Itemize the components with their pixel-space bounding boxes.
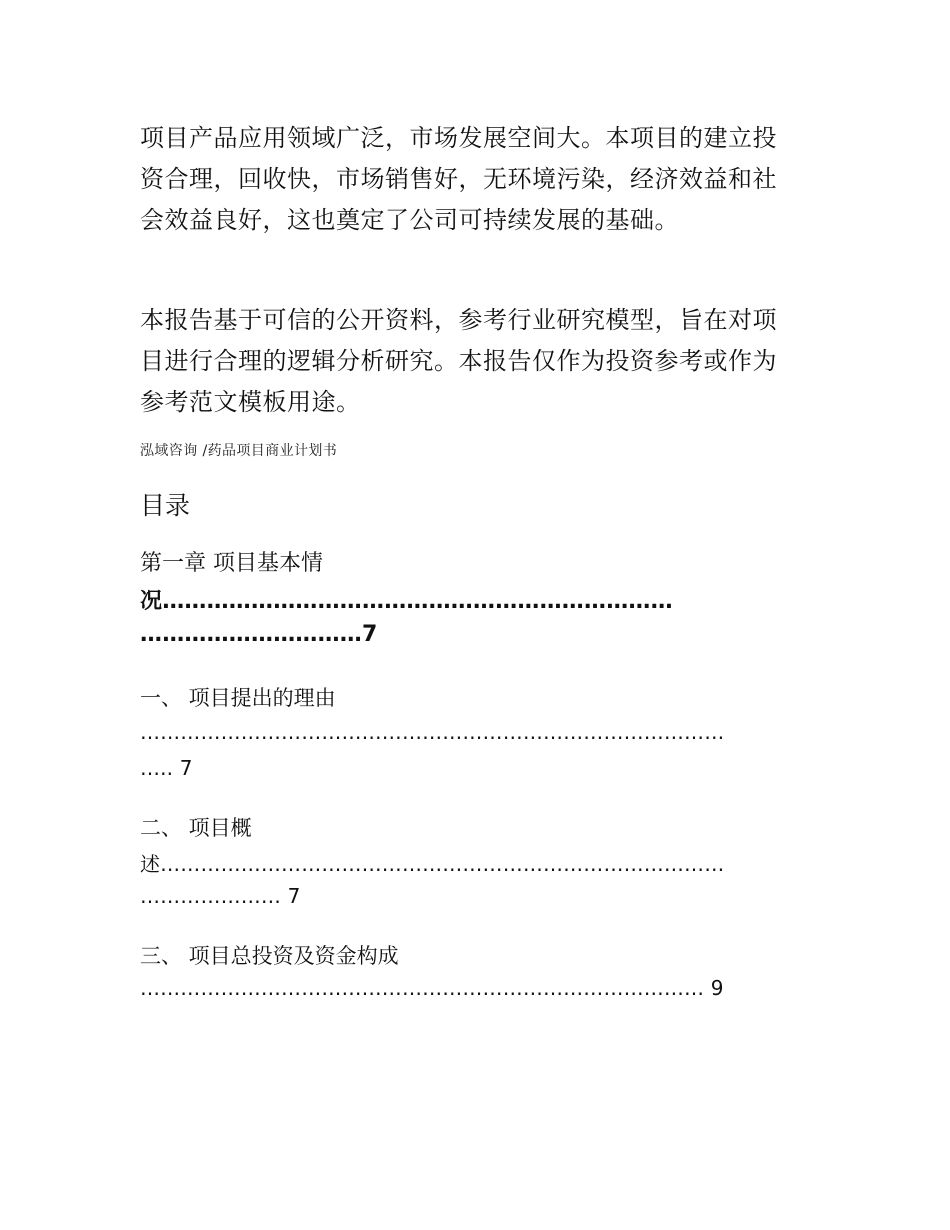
- intro-paragraph-1: 项目产品应用领域广泛，市场发展空间大。本项目的建立投资合理，回收快，市场销售好，无环境污染，经济效益和社会效益良好，这也奠定了公司可持续发展的基础。: [140, 124, 777, 234]
- toc-chapter-1-label[interactable]: 第一章 项目基本情: [140, 551, 323, 576]
- toc-leader-dots: …………………………………………………………………………: [160, 852, 725, 876]
- toc-chapter-1-leader-line-1: [140, 584, 673, 615]
- toc-item-1-leader-line-2: [140, 756, 193, 780]
- toc-chapter-1-page[interactable]: 7: [362, 622, 378, 647]
- source-header: 泓域咨询 /药品项目商业计划书: [140, 443, 338, 459]
- toc-item-2-label[interactable]: 二、 项目概: [140, 816, 252, 840]
- toc-chapter-1-leader-line-2: [140, 622, 378, 647]
- toc-title: 目录: [140, 491, 191, 520]
- toc-leader-dots: ……………………………………………………………: [162, 589, 673, 614]
- toc-leader-dots: ……………………………………………………………………………: [140, 720, 725, 744]
- toc-item-2-page[interactable]: 7: [287, 884, 301, 908]
- toc-item-1-label[interactable]: 一、 项目提出的理由: [140, 686, 336, 710]
- toc-item-2-label-cont[interactable]: 述: [140, 852, 161, 876]
- toc-leader-dots: …………………………: [140, 622, 362, 647]
- toc-item-2-leader-line-1: [140, 848, 724, 877]
- toc-item-3-label[interactable]: 三、 项目总投资及资金构成: [140, 944, 399, 968]
- toc-item-1-page[interactable]: 7: [179, 756, 193, 780]
- toc-leader-dots: …………………: [140, 884, 288, 908]
- toc-leader-dots: …..: [140, 756, 180, 780]
- toc-item-1-leader-line-1: [140, 720, 724, 744]
- toc-item-2-leader-line-2: [140, 884, 300, 908]
- toc-item-3-page[interactable]: 9: [710, 976, 724, 1000]
- toc-chapter-1-label-cont[interactable]: 况: [140, 589, 163, 614]
- intro-paragraph-2: 本报告基于可信的公开资料，参考行业研究模型，旨在对项目进行合理的逻辑分析研究。本报告仅作为投资参考或作为参考范文模板用途。: [140, 306, 777, 416]
- toc-leader-dots: …………………………………………………………………………: [140, 976, 711, 1000]
- toc-item-3-leader-line-1: [140, 976, 724, 1000]
